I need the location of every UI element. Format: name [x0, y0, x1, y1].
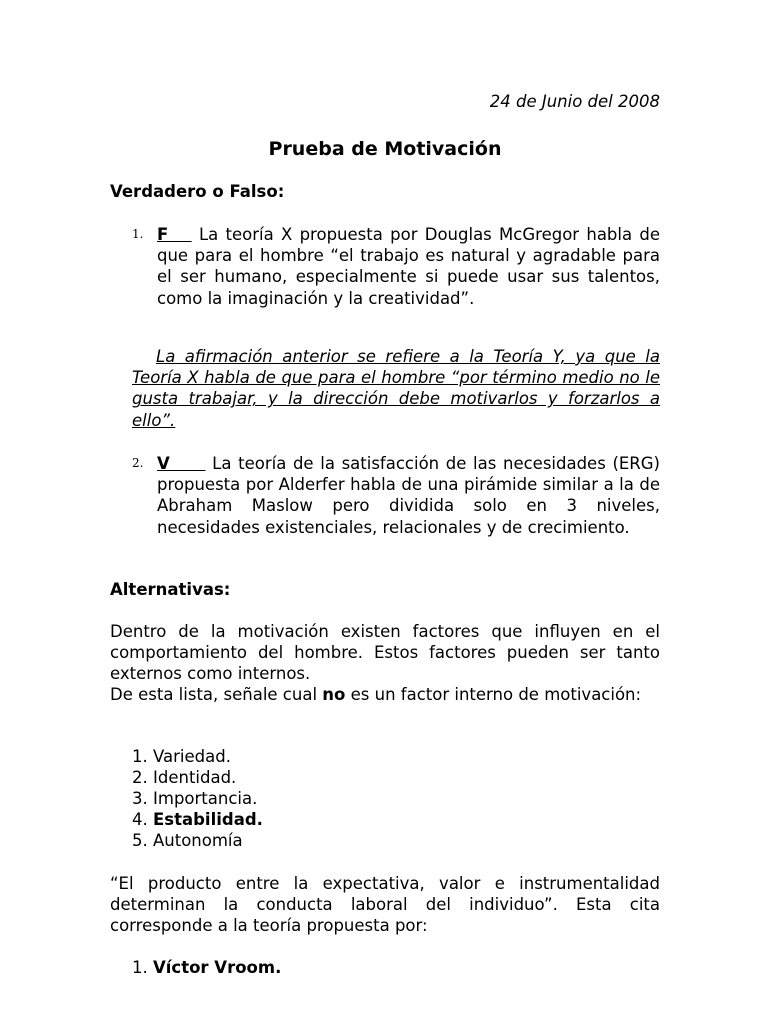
question-2-number: 2.: [132, 456, 144, 470]
list-item: 2. Identidad.: [132, 768, 237, 787]
question-1-number: 1.: [132, 227, 144, 241]
question-1: [157, 224, 660, 309]
list-item-selected: 1. Víctor Vroom.: [132, 958, 282, 977]
question-emphasis: no: [322, 685, 346, 704]
options-list: [132, 746, 263, 851]
question-2-answer: V: [157, 454, 170, 473]
question-1-comment: La afirmación anterior se refiere a la Teoría Y, ya que la Teoría X habla de que para el hombre “por término medio no le gusta trabajar, y la dirección debe motivarlos y forzarlos a ello”.: [132, 347, 660, 430]
question-1-answer: F: [157, 225, 169, 244]
alternatives-heading: Alternativas:: [110, 580, 231, 599]
true-false-heading: Verdadero o Falso:: [110, 182, 285, 201]
question-2: [157, 453, 660, 538]
list-item: 5. Autonomía: [132, 831, 243, 850]
list-item-selected: 4. Estabilidad.: [132, 810, 263, 829]
list-item: 3. Importancia.: [132, 789, 258, 808]
alternatives-paragraph: Dentro de la motivación existen factores que influyen en el comportamiento del hombre. Estos factores pueden ser tanto externos como internos.: [110, 622, 660, 684]
page-title: Prueba de Motivación: [268, 138, 502, 160]
quote-paragraph: “El producto entre la expectativa, valor e instrumentalidad determinan la conducta laboral del individuo”. Esta cita corresponde a la teoría propuesta por:: [110, 874, 660, 936]
quote-options-list: [132, 957, 281, 978]
question-2-text: La teoría de la satisfacción de las necesidades (ERG) propuesta por Alderfer habla de una pirámide similar a la de Abraham Maslow pero dividida solo en 3 niveles, necesidades existenciales, relacionales y de crecimiento.: [157, 454, 660, 537]
alternatives-question: De esta lista, señale cual no es un factor interno de motivación:: [110, 685, 642, 704]
question-1-text: La teoría X propuesta por Douglas McGregor habla de que para el hombre “el trabajo es natural y agradable para el ser humano, especialmente si puede usar sus talentos, como la imaginación y la creatividad”.: [157, 225, 661, 308]
list-item: 1. Variedad.: [132, 747, 231, 766]
document-date: 24 de Junio del 2008: [489, 92, 660, 111]
